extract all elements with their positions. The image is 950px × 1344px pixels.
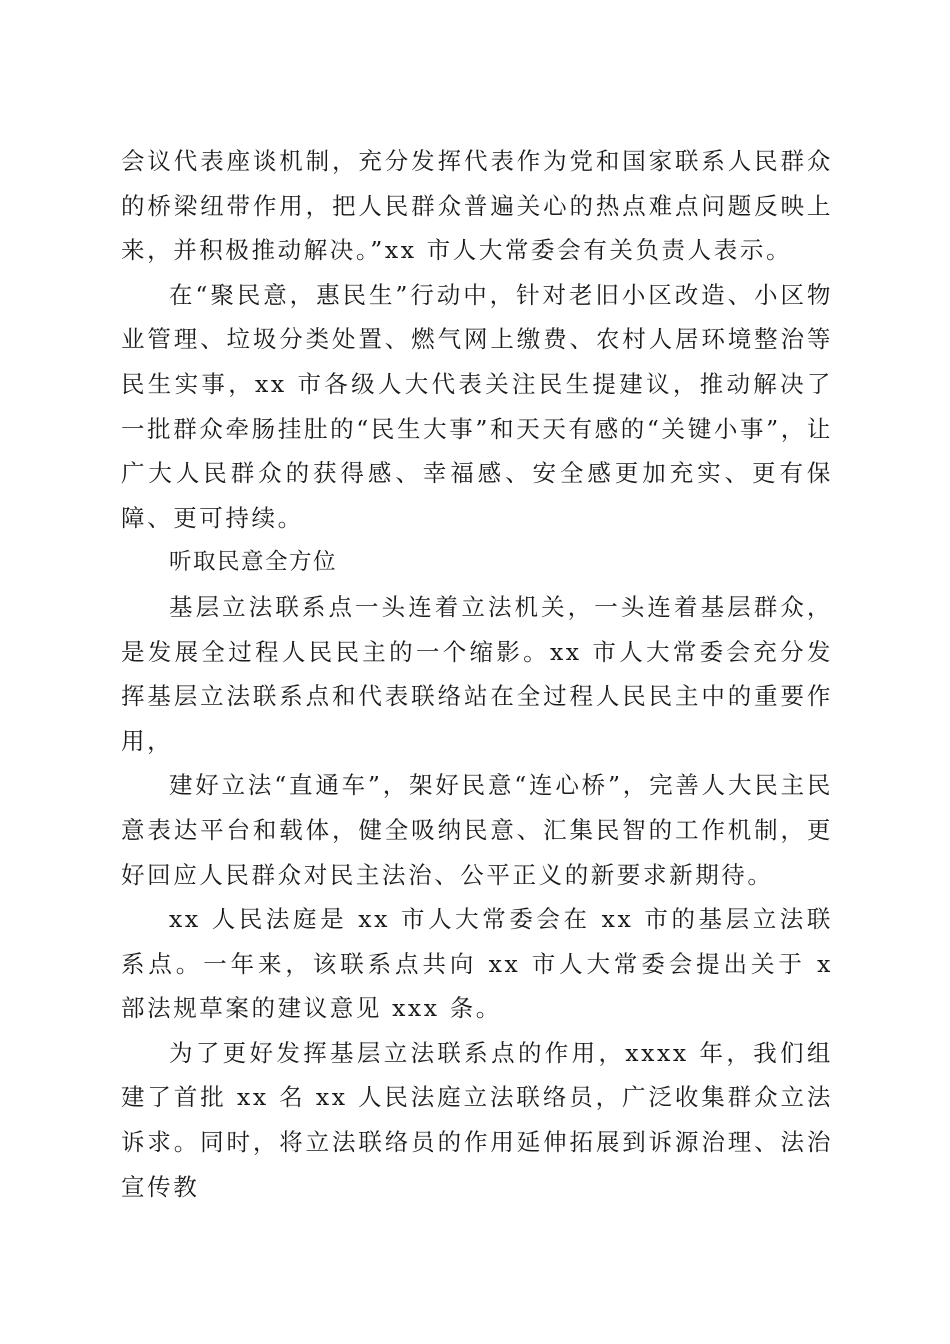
paragraph-2: 在“聚民意，惠民生”行动中，针对老旧小区改造、小区物业管理、垃圾分类处置、燃气网上缴费、农村人居环境整治等民生实事，xx 市各级人大代表关注民生提建议，推动解决了一批群众牵肠挂肚的“民生大事”和天天有感的“关键小事”，让广大人民群众的获得感、幸福感、安全感更加充实、更有保障、更可持续。 [121, 280, 833, 532]
paragraph-1: 会议代表座谈机制，充分发挥代表作为党和国家联系人民群众的桥梁纽带作用，把人民群众普遍关心的热点难点问题反映上来，并积极推动解决。”xx 市人大常委会有关负责人表示。 [121, 147, 833, 265]
paragraph-3: 基层立法联系点一头连着立法机关，一头连着基层群众，是发展全过程人民民主的一个缩影。xx 市人大常委会充分发挥基层立法联系点和代表联络站在全过程人民民主中的重要作用， [121, 592, 833, 755]
paragraph-6: 为了更好发挥基层立法联系点的作用，xxxx 年，我们组建了首批 xx 名 xx 人民法庭立法联络员，广泛收集群众立法诉求。同时，将立法联络员的作用延伸拓展到诉源治理、法治宣传教 [121, 1038, 833, 1201]
paragraph-4: 建好立法“直通车”，架好民意“连心桥”，完善人大民主民意表达平台和载体，健全吸纳民意、汇集民智的工作机制，更好回应人民群众对民主法治、公平正义的新要求新期待。 [121, 771, 833, 889]
document-body [121, 139, 833, 1209]
paragraph-5: xx 人民法庭是 xx 市人大常委会在 xx 市的基层立法联系点。一年来，该联系点共向 xx 市人大常委会提出关于 x 部法规草案的建议意见 xxx 条。 [121, 905, 833, 1023]
section-heading: 听取民意全方位 [169, 549, 338, 576]
